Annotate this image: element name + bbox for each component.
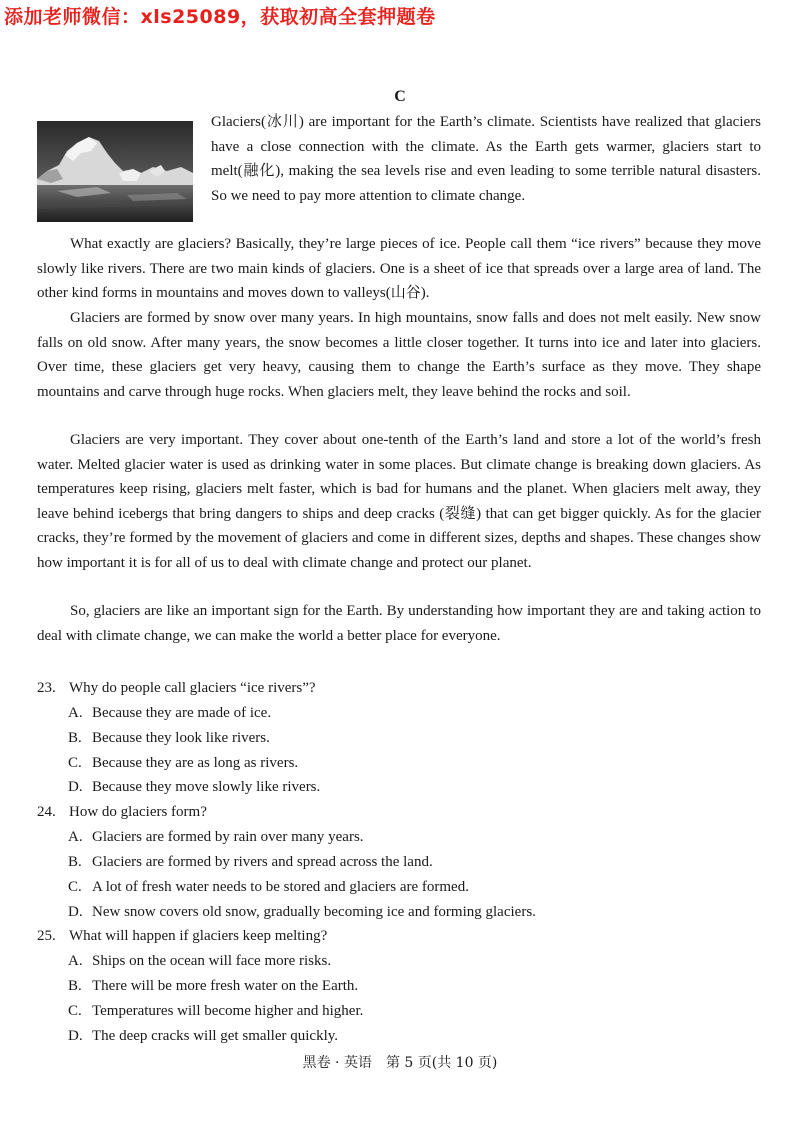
option-c[interactable]: C. Temperatures will become higher and higher. <box>68 1002 364 1019</box>
paragraph-conclusion: So, glaciers are like an important sign for the Earth. By understanding how important they are and taking action to deal with climate change, we can make the world a better place for everyone. <box>37 603 761 644</box>
question-text: What will happen if glaciers keep melting? <box>69 928 328 945</box>
option-a[interactable]: A. Glaciers are formed by rain over many years. <box>68 829 364 846</box>
question-number: 25. <box>37 928 56 945</box>
option-d[interactable]: D. New snow covers old snow, gradually becoming ice and forming glaciers. <box>68 903 536 920</box>
page-footer: 黑卷 · 英语 第 5 页(共 10 页) <box>302 1055 498 1071</box>
question-list <box>37 676 767 1049</box>
paragraph-importance: Glaciers are very important. They cover about one-tenth of the Earth’s land and store a lot of the world’s fresh water. Melted glacier water is used as drinking water in some places. But climate change is breaking down glaciers. As temperatures keep rising, glaciers melt faster, which is bad for humans and the planet. When glaciers melt away, they leave behind icebergs that bring dangers to ships and deep cracks (裂缝) that can get bigger quickly. As for the glacier cracks, they’re formed by the movement of glaciers and come in different sizes, depths and shapes. These changes show how important it is for all of us to deal with climate change and protect our planet. <box>37 432 761 571</box>
question-23 <box>37 676 767 800</box>
glacier-photo <box>37 121 193 222</box>
question-number: 24. <box>37 804 56 821</box>
contact-banner: 添加老师微信：xls25089，获取初高全套押题卷 <box>4 6 436 28</box>
option-d[interactable]: D. Because they move slowly like rivers. <box>68 779 321 796</box>
paragraph-what-are-glaciers: What exactly are glaciers? Basically, they’re large pieces of ice. People call them “ice rivers” because they move slowly like rivers. There are two main kinds of glaciers. One is a sheet of ice that spreads over a large area of land. The other kind forms in mountains and moves down to valleys(山谷). <box>37 236 761 301</box>
option-d[interactable]: D. The deep cracks will get smaller quickly. <box>68 1027 339 1044</box>
question-25 <box>37 924 767 1048</box>
question-text: How do glaciers form? <box>69 804 207 821</box>
option-a[interactable]: A. Ships on the ocean will face more risks. <box>68 953 332 970</box>
option-b[interactable]: B. Glaciers are formed by rivers and spread across the land. <box>68 853 433 870</box>
paragraph-formation: Glaciers are formed by snow over many years. In high mountains, snow falls and does not melt easily. New snow falls on old snow. After many years, the snow becomes a little closer together. It turns into ice and later into glaciers. Over time, these glaciers get very heavy, causing them to change the Earth’s surface as they move. They shape mountains and carve through huge rocks. When glaciers melt, they leave behind the rocks and soil. <box>37 310 761 400</box>
question-text: Why do people call glaciers “ice rivers”? <box>69 680 316 696</box>
paragraph-intro: Glaciers(冰川) are important for the Earth’s climate. Scientists have realized that glaciers have a close connection with the climate. As the Earth gets warmer, glaciers start to melt(融化), making the sea levels rise and even leading to some terrible natural disasters. So we need to pay more attention to climate change. <box>211 114 761 204</box>
option-c[interactable]: C. Because they are as long as rivers. <box>68 754 299 771</box>
question-number: 23. <box>37 680 56 696</box>
section-label: C <box>394 88 406 105</box>
option-a[interactable]: A. Because they are made of ice. <box>68 705 272 721</box>
option-b[interactable]: B. Because they look like rivers. <box>68 729 270 746</box>
option-c[interactable]: C. A lot of fresh water needs to be stored and glaciers are formed. <box>68 878 469 895</box>
option-b[interactable]: B. There will be more fresh water on the Earth. <box>68 978 359 995</box>
question-24 <box>37 800 767 924</box>
